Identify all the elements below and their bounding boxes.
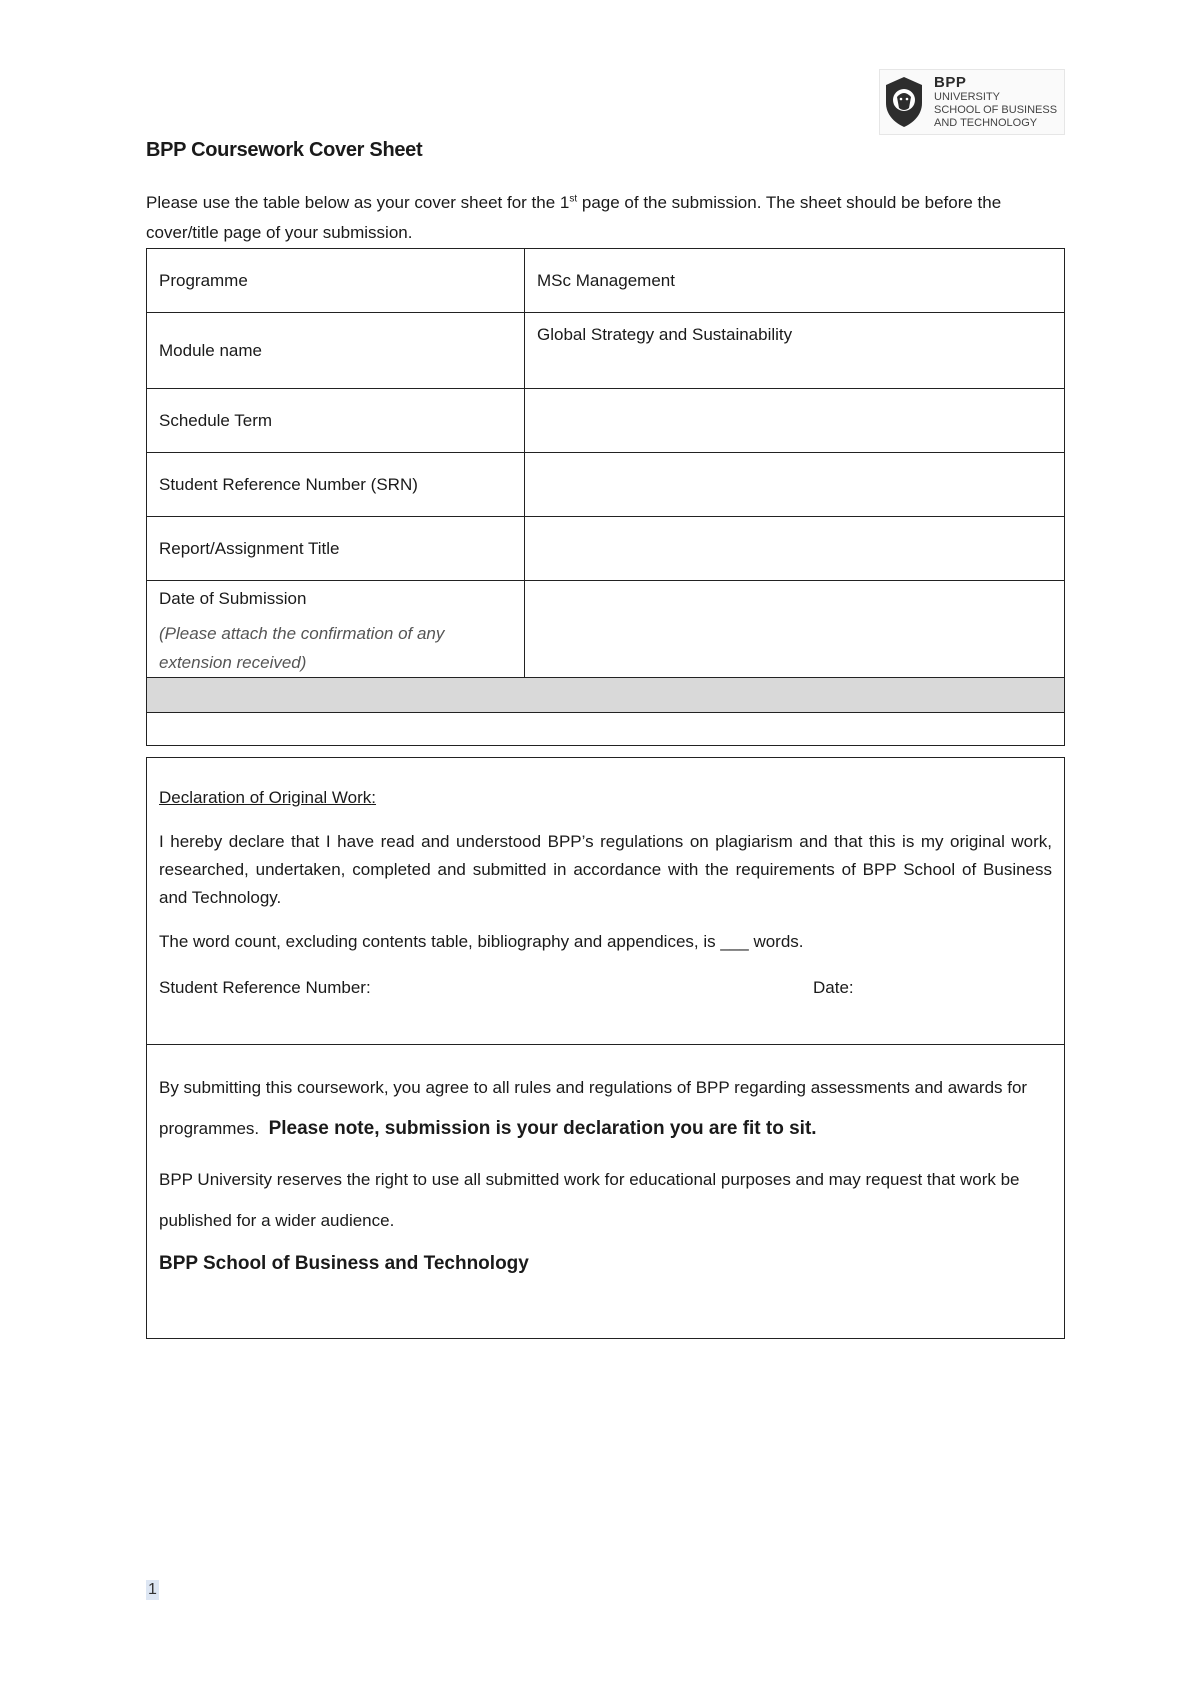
intro-text-2: page of the submission. The sheet should be before the cover/title page of your submission. [146,193,1002,242]
agreement-paragraph [159,1067,1052,1149]
school-name: BPP School of Business and Technology [159,1253,529,1274]
declaration-heading-colon: : [371,788,377,807]
word-count-statement: The word count, excluding contents table, bibliography and appendices, is ___ words. [159,932,804,951]
agreement-cell [147,1045,1065,1339]
intro-superscript: st [569,193,578,205]
logo-line-1: UNIVERSITY [934,91,1001,103]
schedule-term-label: Schedule Term [147,389,525,453]
programme-label: Programme [147,249,525,313]
extension-note: (Please attach the confirmation of any extension received) [159,624,445,672]
signature-line [159,978,1052,998]
date-of-submission-value [525,581,1065,678]
module-name-value: Global Strategy and Sustainability [525,313,1065,389]
logo-brand: BPP [934,74,967,91]
blank-cell [147,713,1065,746]
cover-info-table [146,248,1065,746]
bpp-logo [879,69,1065,135]
table-row-shaded-separator [147,678,1065,713]
report-title-value [525,517,1065,581]
programme-value: MSc Management [525,249,1065,313]
declaration-row [147,758,1065,1045]
intro-paragraph [146,188,1066,248]
date-of-submission-label: Date of Submission [159,589,307,608]
table-row-schedule-term [147,389,1065,453]
page-number: 1 [148,1581,157,1598]
table-row-srn [147,453,1065,517]
date-signature-label: Date: [813,978,854,997]
logo-line-2: SCHOOL OF BUSINESS [934,104,1058,116]
declaration-heading [159,788,1052,808]
intro-text-1: Please use the table below as your cover sheet for the 1 [146,193,570,212]
report-title-label: Report/Assignment Title [147,517,525,581]
declaration-heading-text: Declaration of Original Work [159,788,372,807]
shaded-separator-cell [147,678,1065,713]
declaration-cell [147,758,1065,1045]
table-row-report-title [147,517,1065,581]
srn-value [525,453,1065,517]
lion-crest-icon [882,75,926,129]
srn-label: Student Reference Number (SRN) [147,453,525,517]
fit-to-sit-note: Please note, submission is your declaration you are fit to sit. [268,1118,817,1139]
srn-signature-label: Student Reference Number: [159,978,371,997]
declaration-body: I hereby declare that I have read and understood BPP’s regulations on plagiarism and that this is my original work, researched, undertaken, completed and submitted in accordance with the requirements of BPP School of Business and Technology. [159,832,1052,907]
table-row-programme [147,249,1065,313]
agreement-row [147,1045,1065,1339]
module-name-label: Module name [147,313,525,389]
page-title: BPP Coursework Cover Sheet [146,139,423,161]
table-row-date-of-submission [147,581,1065,678]
rights-paragraph: BPP University reserves the right to use all submitted work for educational purposes and may request that work be published for a wider audience. [159,1170,1020,1230]
table-row-module-name [147,313,1065,389]
schedule-term-value [525,389,1065,453]
date-of-submission-cell [147,581,525,678]
declaration-table [146,757,1065,1339]
table-row-blank [147,713,1065,746]
logo-line-3: AND TECHNOLOGY [934,117,1038,129]
agreement-text: By submitting this coursework, you agree to all rules and regulations of BPP regarding assessments and awards for programmes. [159,1078,1028,1138]
